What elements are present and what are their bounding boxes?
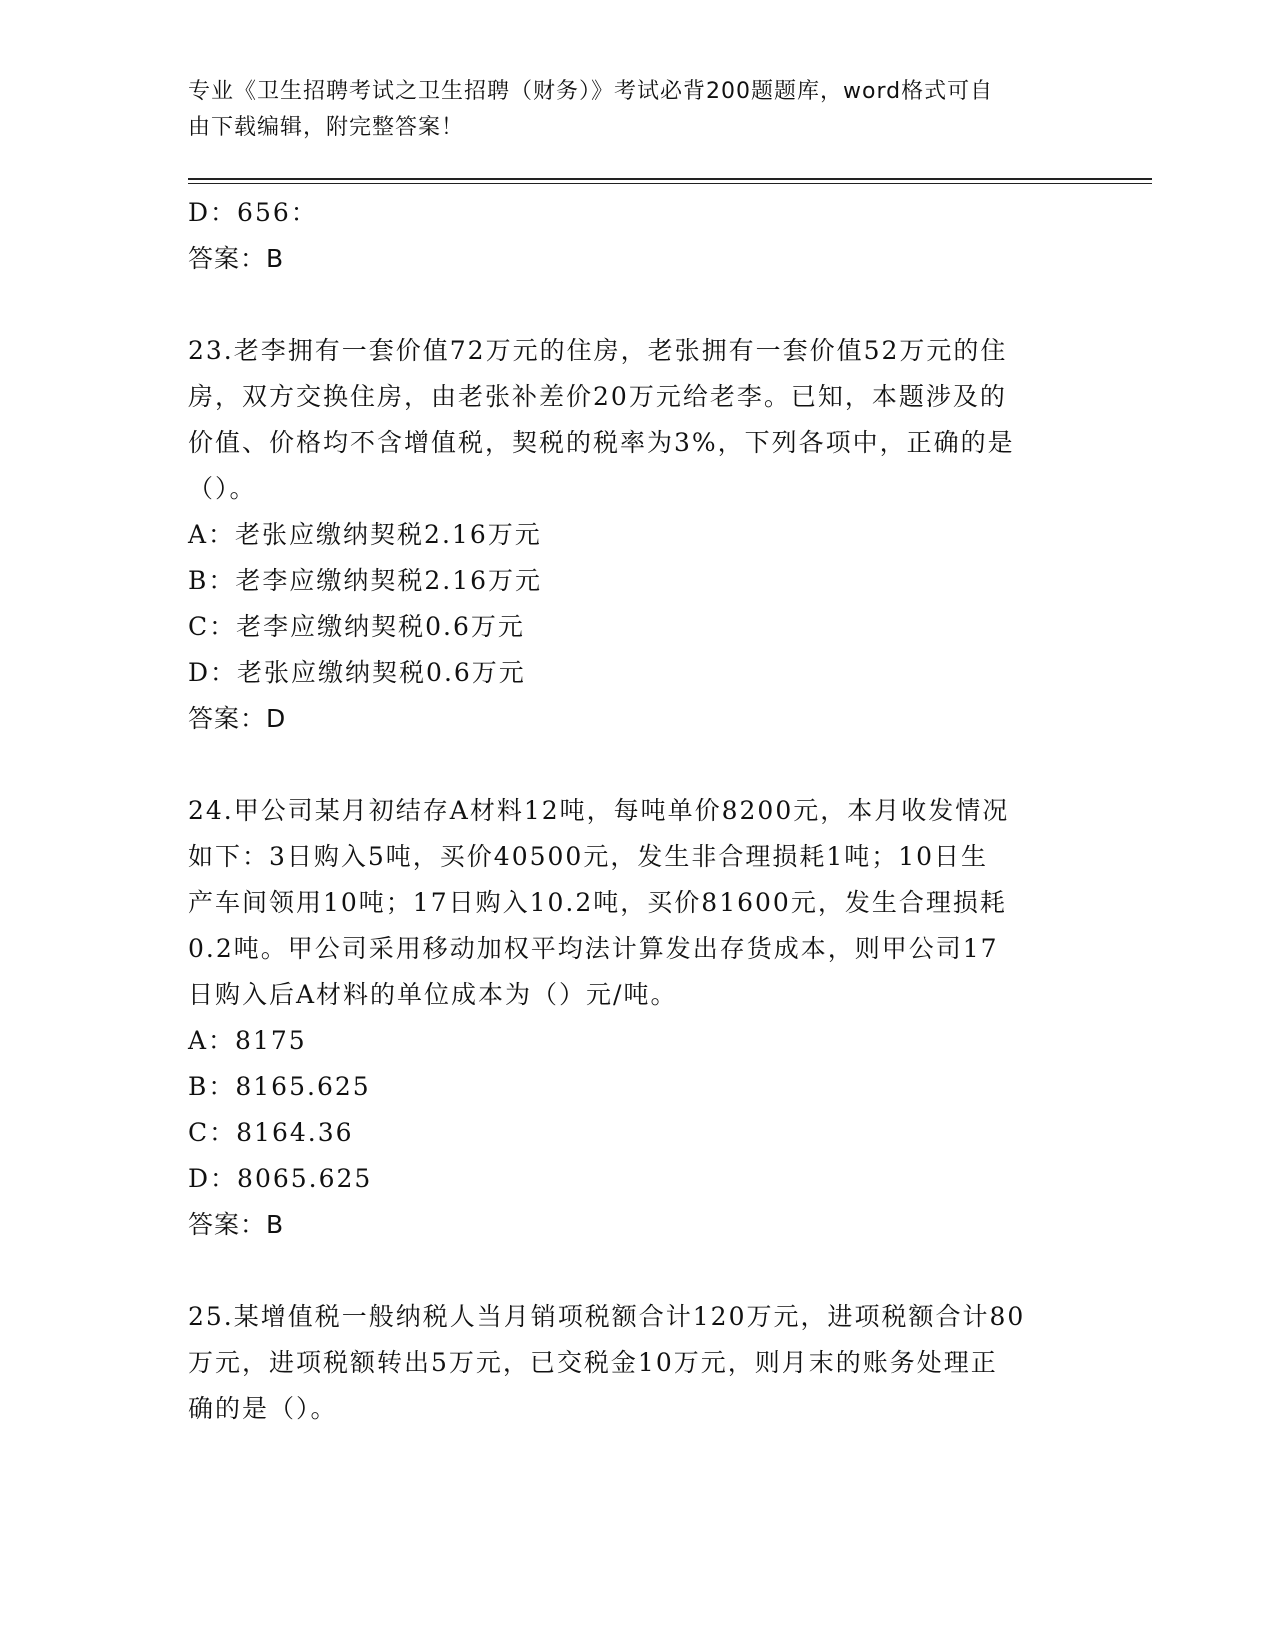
option-a: A：老张应缴纳契税2.16万元: [188, 520, 542, 549]
option-d: D：老张应缴纳契税0.6万元: [188, 658, 526, 687]
question-24: [188, 788, 1088, 1248]
question-23: [188, 328, 1088, 742]
question-stem-line: 房，双方交换住房，由老张补差价20万元给老李。已知，本题涉及的: [188, 382, 1007, 411]
header-divider-thick: [188, 178, 1152, 180]
option-b: B：8165.625: [188, 1072, 371, 1101]
question-stem-line: （）。: [188, 474, 257, 503]
question-stem-line: 日购入后A材料的单位成本为（）元/吨。: [188, 980, 678, 1009]
option-d: D：656：: [188, 198, 318, 227]
question-stem-line: 万元，进项税额转出5万元，已交税金10万元，则月末的账务处理正: [188, 1348, 998, 1377]
option-c: C：老李应缴纳契税0.6万元: [188, 612, 525, 641]
question-stem-line: 价值、价格均不含增值税，契税的税率为3%，下列各项中，正确的是: [188, 428, 1015, 457]
document-body: [188, 190, 1088, 1432]
question-stem-line: 确的是（）。: [188, 1394, 338, 1423]
answer: 答案：B: [188, 244, 285, 273]
document-header: [188, 74, 1088, 146]
header-line-2: 由下载编辑，附完整答案！: [188, 115, 465, 140]
answer: 答案：D: [188, 704, 287, 733]
option-c: C：8164.36: [188, 1118, 354, 1147]
option-a: A：8175: [188, 1026, 307, 1055]
question-stem-line: 如下：3日购入5吨，买价40500元，发生非合理损耗1吨；10日生: [188, 842, 989, 871]
question-stem-line: 24.甲公司某月初结存A材料12吨，每吨单价8200元，本月收发情况: [188, 796, 1010, 825]
header-line-1: 专业《卫生招聘考试之卫生招聘（财务）》考试必背200题题库，word格式可自: [188, 79, 994, 104]
question-stem-line: 25.某增值税一般纳税人当月销项税额合计120万元，进项税额合计80: [188, 1302, 1026, 1331]
spacer: [188, 742, 1088, 788]
question-stem-line: 23.老李拥有一套价值72万元的住房，老张拥有一套价值52万元的住: [188, 336, 1008, 365]
header-divider-thin: [188, 183, 1152, 184]
option-d: D：8065.625: [188, 1164, 373, 1193]
option-b: B：老李应缴纳契税2.16万元: [188, 566, 543, 595]
spacer: [188, 282, 1088, 328]
previous-question-tail: [188, 190, 1088, 282]
answer: 答案：B: [188, 1210, 285, 1239]
question-25: [188, 1294, 1088, 1432]
question-stem-line: 产车间领用10吨；17日购入10.2吨，买价81600元，发生合理损耗: [188, 888, 1007, 917]
spacer: [188, 1248, 1088, 1294]
question-stem-line: 0.2吨。甲公司采用移动加权平均法计算发出存货成本，则甲公司17: [188, 934, 999, 963]
